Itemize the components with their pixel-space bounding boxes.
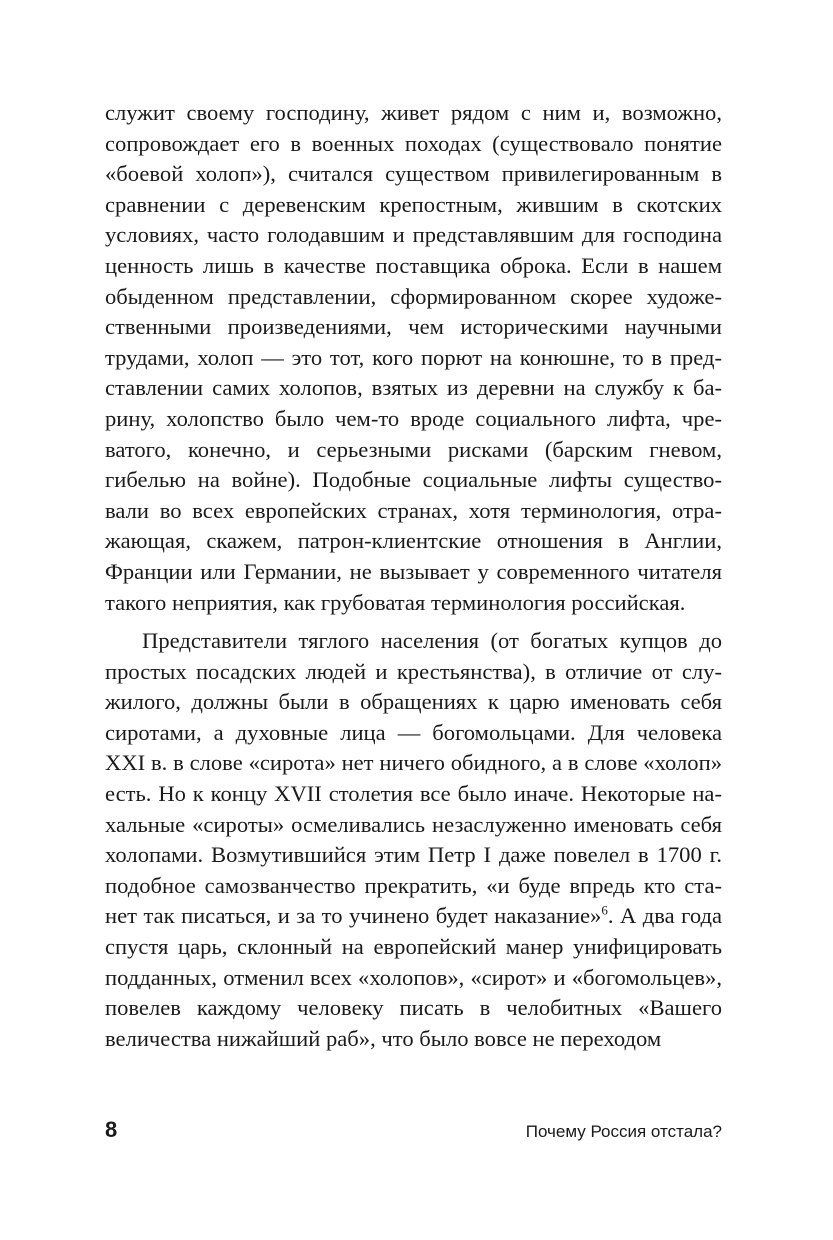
body-paragraph-2	[105, 626, 722, 1054]
footnote-reference[interactable]: 6	[601, 902, 608, 918]
paragraph-2-text-before-note: Представители тяглого населения (от богатых купцов до простых посадских людей и крестьянства), в отличие от служилого, должны были в обращениях к царю именовать себя сиротами, а духовные лица — богомольцами. Для человека XXI в. в слове «сирота» нет ничего обидного, а в слове «холоп» есть. Но к концу XVII столетия все было иначе. Некоторые нахальные «сироты» осмеливались незаслуженно именовать себя холопами. Возмутившийся этим Петр I даже повелел в 1700 г. подобное самозванчество прекратить, «и буде впредь кто станет так писаться, и за то учинено будет наказание»	[105, 628, 722, 929]
page-body	[105, 98, 722, 1054]
page-footer	[105, 1114, 722, 1146]
body-paragraph-1: служит своему господину, живет рядом с ним и, возможно, сопровождает его в военных походах (существовало понятие «боевой холоп»), считался существом привилегированным в сравнении с деревенским крепостным, жившим в скотских условиях, часто голодавшим и представлявшим для господина ценность лишь в качестве поставщика оброка. Если в нашем обыденном представлении, сформированном скорее художественными произведениями, чем историческими научными трудами, холоп — это тот, кого порют на конюшне, то в представлении самих холопов, взятых из деревни на службу к барину, холопство было чем-то вроде социального лифта, чреватого, конечно, и серьезными рисками (барским гневом, гибелью на войне). Подобные социальные лифты существовали во всех европейских странах, хотя терминология, отражающая, скажем, патрон-клиентские отношения в Англии, Франции или Германии, не вызывает у современного читателя такого неприятия, как грубоватая терминология российская.	[105, 100, 722, 615]
running-title: Почему Россия отстала?	[525, 1122, 722, 1141]
page-number: 8	[105, 1117, 118, 1142]
paragraph-2-text-after-note: . А два года спустя царь, склонный на европейский манер унифицировать подданных, отменил всех «холопов», «сирот» и «богомольцев», повелев каждому человеку писать в челобитных «Вашего величества нижайший раб», что было вовсе не переходом	[105, 903, 722, 1051]
